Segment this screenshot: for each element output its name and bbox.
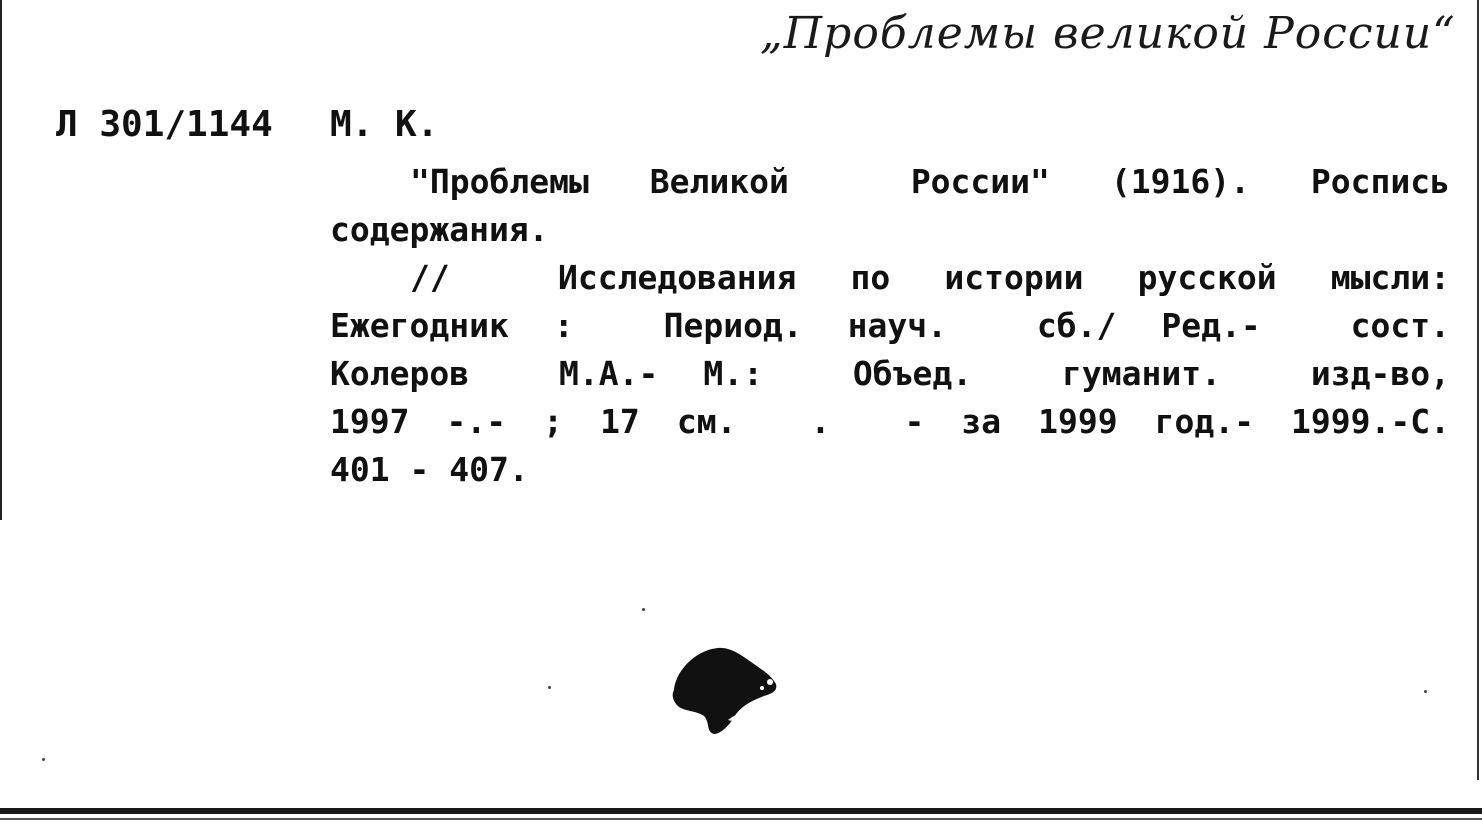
description-line: 1997 -.- ; 17 см. . - за 1999 год.- 1999.-С. [330,402,1450,441]
description-line: содержания. [330,210,549,249]
paper-speck [642,608,645,611]
paper-speck [1424,690,1427,693]
description-line: "Проблемы Великой России" (1916). Роспись [410,162,1450,201]
paper-speck [548,686,551,689]
paper-speck [42,758,45,761]
shelfmark: Л 301/1144 [56,104,273,145]
description-line: Ежегодник : Период. науч. сб./ Ред.- сост. [330,306,1450,345]
description-line: 401 - 407. [330,450,529,489]
card-left-border [0,0,2,520]
ink-blot [666,642,786,742]
description-line: Колеров М.А.- М.: Объед. гуманит. изд-во, [330,354,1450,393]
card-right-border [1477,0,1479,780]
author-initials: М. К. [330,104,439,145]
card-bottom-border-thin [0,818,1482,820]
description-line: // Исследования по истории русской мысли: [410,258,1450,297]
handwritten-title: „Проблемы великой России“ [760,8,1456,59]
card-bottom-border [0,808,1482,814]
bibliographic-description [330,158,1450,494]
